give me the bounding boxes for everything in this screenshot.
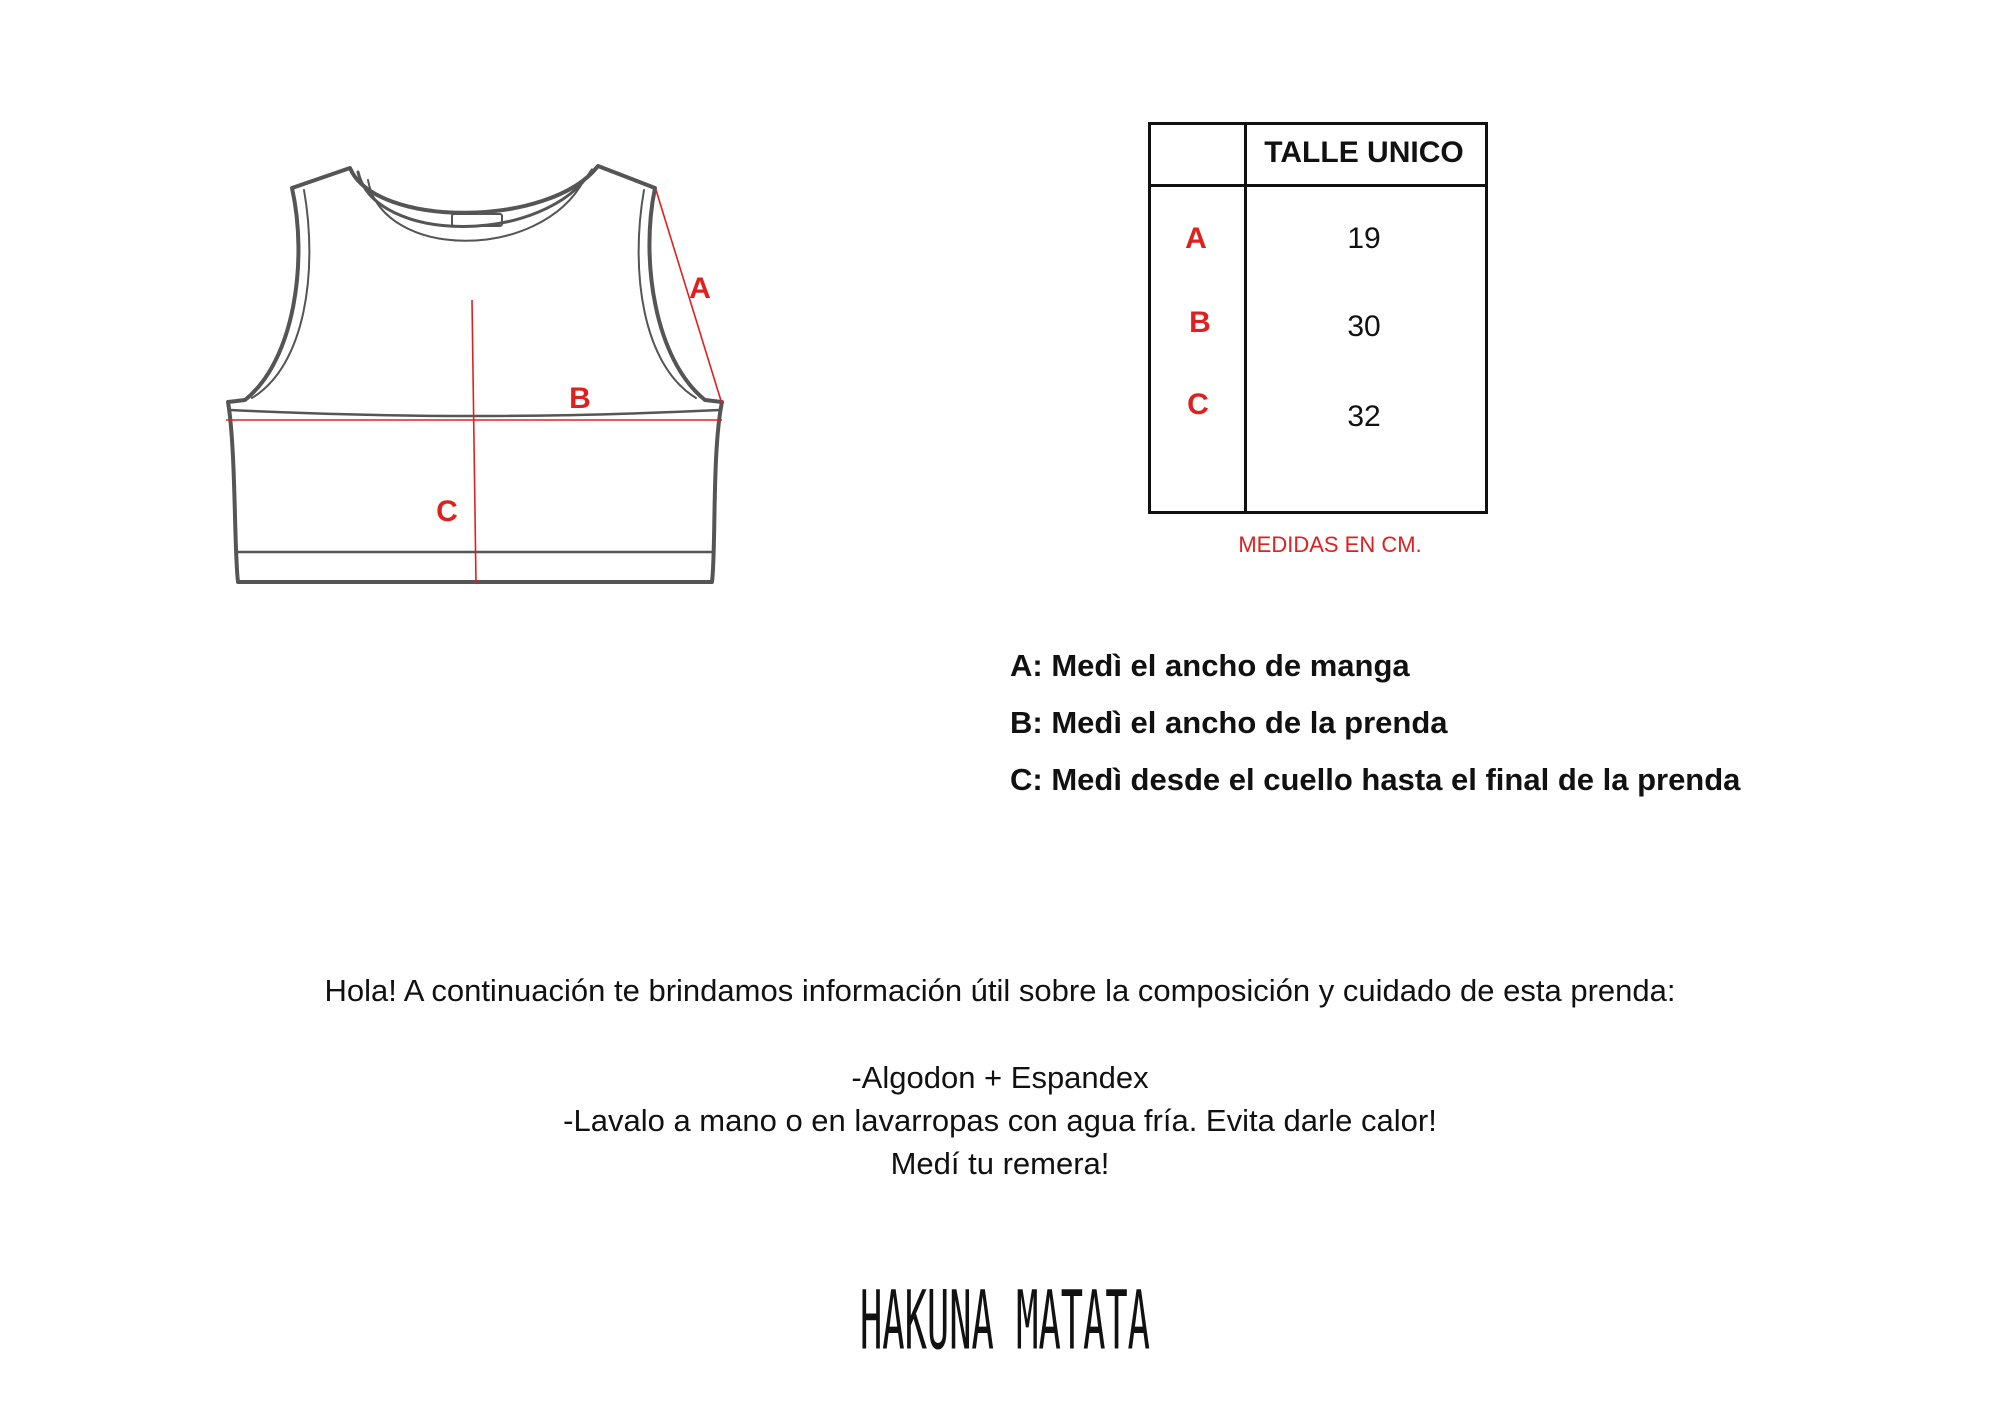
diagram-label-c: C bbox=[436, 495, 458, 528]
table-border-left bbox=[1148, 122, 1151, 514]
table-row-letter-c: C bbox=[1187, 388, 1209, 421]
instruction-c: C: Medì desde el cuello hasta el final de la prenda bbox=[1010, 762, 1741, 797]
garment-diagram bbox=[200, 150, 760, 600]
table-row-value-c: 32 bbox=[1347, 400, 1381, 433]
care-intro: Hola! A continuación te brindamos información útil sobre la composición y cuidado de esta prenda: bbox=[324, 973, 1676, 1008]
table-header-size: TALLE UNICO bbox=[1264, 136, 1464, 169]
table-header-divider bbox=[1148, 184, 1488, 187]
care-washing: -Lavalo a mano o en lavarropas con agua fría. Evita darle calor! bbox=[563, 1103, 1437, 1138]
instruction-a: A: Medì el ancho de manga bbox=[1010, 648, 1410, 683]
table-border-top bbox=[1148, 122, 1488, 125]
brand-logo bbox=[855, 1270, 1155, 1368]
table-border-right bbox=[1485, 122, 1488, 514]
units-note: MEDIDAS EN CM. bbox=[1238, 532, 1422, 557]
instruction-b: B: Medì el ancho de la prenda bbox=[1010, 705, 1448, 740]
table-row-value-b: 30 bbox=[1347, 310, 1381, 343]
table-row-value-a: 19 bbox=[1347, 222, 1381, 255]
measure-line-c bbox=[472, 300, 476, 584]
table-border-bottom bbox=[1148, 511, 1488, 514]
care-measure-note: Medí tu remera! bbox=[890, 1146, 1110, 1181]
size-table bbox=[1148, 122, 1488, 514]
table-row-letter-b: B bbox=[1189, 306, 1211, 339]
table-row-letter-a: A bbox=[1185, 222, 1207, 255]
diagram-label-b: B bbox=[569, 382, 591, 415]
brand-wordmark: HAKUNA MATATA bbox=[860, 1273, 1150, 1368]
diagram-label-a: A bbox=[689, 272, 711, 305]
care-composition: -Algodon + Espandex bbox=[851, 1060, 1149, 1095]
